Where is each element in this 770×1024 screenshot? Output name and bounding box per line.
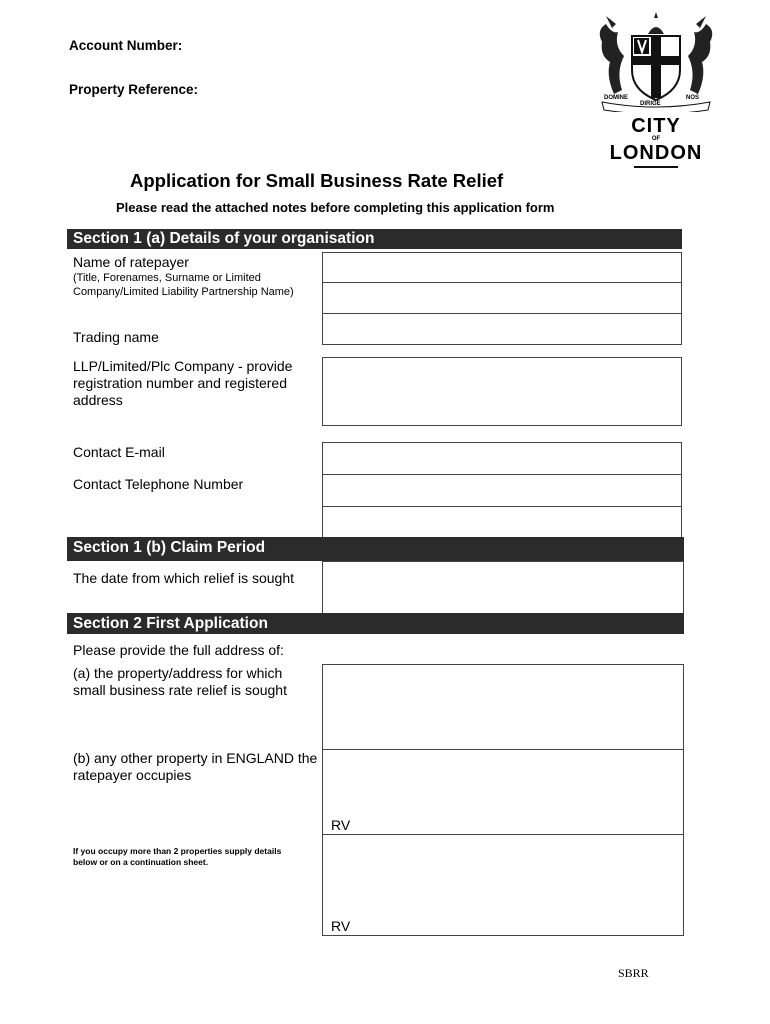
contact-extra-field[interactable] (322, 506, 682, 538)
additional-properties-field[interactable] (322, 834, 684, 936)
trading-name-label: Trading name (73, 329, 159, 345)
other-property-address-field[interactable] (322, 749, 684, 835)
motto-middle: DIRIGE (640, 101, 661, 107)
page-title: Application for Small Business Rate Relief (130, 170, 504, 191)
city-of-london-logo (592, 12, 720, 172)
relief-date-field[interactable] (322, 561, 684, 614)
ratepayer-name-note: (Title, Forenames, Surname or Limited Company/Limited Liability Partnership Name) (73, 272, 294, 298)
motto-right: NOS (686, 95, 700, 101)
company-registration-field[interactable] (322, 357, 682, 426)
contact-telephone-field[interactable] (322, 474, 682, 507)
contact-email-label: Contact E-mail (73, 444, 165, 460)
ratepayer-name-label: Name of ratepayer (73, 254, 189, 270)
logo-city: CITY (631, 115, 681, 137)
property-reference-label: Property Reference: (69, 82, 199, 97)
company-registration-label: LLP/Limited/Plc Company - provide registration number and registered address (73, 358, 293, 408)
logo-underline (634, 166, 678, 168)
relief-property-address-field[interactable] (322, 664, 684, 750)
logo-london: LONDON (609, 142, 703, 164)
rv-label-2: RV (331, 918, 351, 934)
page-subtitle: Please read the attached notes before completing this application form (116, 200, 555, 215)
relief-property-label: (a) the property/address for which small business rate relief is sought (73, 665, 287, 698)
section-2-heading: Section 2 First Application (67, 613, 684, 634)
section-1b-heading: Section 1 (b) Claim Period (67, 537, 684, 561)
more-properties-note: If you occupy more than 2 properties supply details below or on a continuation sheet. (73, 846, 282, 867)
section-1a-heading: Section 1 (a) Details of your organisation (67, 229, 682, 249)
ratepayer-name-field-1[interactable] (322, 252, 682, 283)
contact-email-field[interactable] (322, 442, 682, 475)
other-property-label: (b) any other property in ENGLAND the ratepayer occupies (73, 750, 318, 783)
contact-telephone-label: Contact Telephone Number (73, 476, 244, 492)
form-code: SBRR (618, 966, 649, 980)
ratepayer-name-field-2[interactable] (322, 282, 682, 314)
motto-left: DOMINE (604, 95, 628, 101)
full-address-intro: Please provide the full address of: (73, 642, 284, 658)
trading-name-field[interactable] (322, 313, 682, 345)
relief-date-label: The date from which relief is sought (73, 570, 294, 586)
rv-label-1: RV (331, 817, 351, 833)
account-number-label: Account Number: (69, 38, 183, 53)
logo-of: OF (651, 136, 661, 142)
